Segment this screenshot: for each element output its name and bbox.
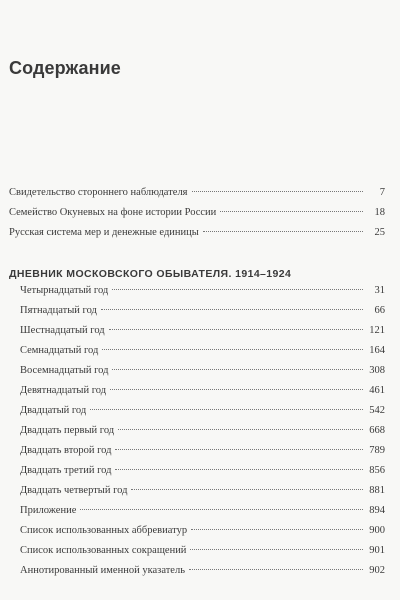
toc-entry-intro-1 bbox=[9, 186, 385, 200]
toc-dot-leader bbox=[203, 231, 363, 232]
toc-entry-label: Двадцатый год bbox=[20, 405, 87, 416]
toc-entry-page: 18 bbox=[374, 207, 385, 218]
toc-dot-leader bbox=[102, 349, 363, 350]
toc-dot-leader bbox=[110, 389, 363, 390]
toc-entry-label: Аннотированный именной указатель bbox=[20, 565, 185, 576]
toc-entry-label: Восемнадцатый год bbox=[20, 365, 109, 376]
toc-dot-leader bbox=[190, 549, 363, 550]
toc-dot-leader bbox=[192, 191, 363, 192]
toc-entry-page: 901 bbox=[369, 545, 385, 556]
toc-entry-label: Список использованных сокращений bbox=[20, 545, 187, 556]
toc-entry-label: Русская система мер и денежные единицы bbox=[9, 227, 199, 238]
toc-entry-intro-2 bbox=[9, 206, 385, 220]
toc-entry-label: Семейство Окуневых на фоне истории России bbox=[9, 207, 217, 218]
toc-entry bbox=[20, 384, 385, 398]
toc-dot-leader bbox=[112, 369, 363, 370]
toc-entry bbox=[20, 324, 385, 338]
toc-entry-page: 856 bbox=[369, 465, 385, 476]
toc-dot-leader bbox=[131, 489, 363, 490]
toc-dot-leader bbox=[115, 469, 363, 470]
toc-entry-label: Семнадцатый год bbox=[20, 345, 99, 356]
toc-entry-page: 894 bbox=[369, 505, 385, 516]
toc-dot-leader bbox=[80, 509, 363, 510]
toc-entry bbox=[20, 464, 385, 478]
toc-entry bbox=[20, 364, 385, 378]
toc-entry-page: 66 bbox=[374, 305, 385, 316]
toc-dot-leader bbox=[191, 529, 363, 530]
toc-entry-page: 461 bbox=[369, 385, 385, 396]
toc-entry-page: 164 bbox=[369, 345, 385, 356]
toc-entry-label: Двадцать первый год bbox=[20, 425, 115, 436]
toc-entry-page: 7 bbox=[379, 187, 385, 198]
toc-dot-leader bbox=[90, 409, 363, 410]
toc-entry bbox=[20, 424, 385, 438]
toc-entry-page: 668 bbox=[369, 425, 385, 436]
toc-entry-page: 308 bbox=[369, 365, 385, 376]
toc-entry bbox=[20, 544, 385, 558]
toc-entry-page: 121 bbox=[369, 325, 385, 336]
toc-dot-leader bbox=[118, 429, 363, 430]
toc-entry-label: Список использованных аббревиатур bbox=[20, 525, 188, 536]
toc-entry-page: 25 bbox=[374, 227, 385, 238]
toc-entry-label: Двадцать второй год bbox=[20, 445, 112, 456]
toc-entry bbox=[20, 564, 385, 578]
toc-entry-label: Шестнадцатый год bbox=[20, 325, 105, 336]
toc-entry-label: Девятнадцатый год bbox=[20, 385, 107, 396]
toc-dot-leader bbox=[115, 449, 363, 450]
toc-dot-leader bbox=[189, 569, 363, 570]
toc-entry-page: 789 bbox=[369, 445, 385, 456]
toc-entry-label: Двадцать третий год bbox=[20, 465, 112, 476]
toc-dot-leader bbox=[101, 309, 363, 310]
toc-entry-page: 900 bbox=[369, 525, 385, 536]
toc-entry bbox=[20, 504, 385, 518]
toc-entry-page: 31 bbox=[374, 285, 385, 296]
section-heading: ДНЕВНИК МОСКОВСКОГО ОБЫВАТЕЛЯ. 1914–1924 bbox=[9, 268, 292, 280]
toc-entry-intro-3 bbox=[9, 226, 385, 240]
toc-entry-page: 902 bbox=[369, 565, 385, 576]
toc-entry bbox=[20, 404, 385, 418]
toc-entry bbox=[20, 484, 385, 498]
toc-entry bbox=[20, 344, 385, 358]
toc-entry-label: Четырнадцатый год bbox=[20, 285, 109, 296]
toc-entry-label: Двадцать четвертый год bbox=[20, 485, 128, 496]
toc-entry-page: 542 bbox=[369, 405, 385, 416]
toc-entry bbox=[20, 284, 385, 298]
toc-entry bbox=[20, 524, 385, 538]
toc-entry-label: Свидетельство стороннего наблюдателя bbox=[9, 187, 188, 198]
toc-entry-page: 881 bbox=[369, 485, 385, 496]
toc-entry-label: Пятнадцатый год bbox=[20, 305, 97, 316]
toc-dot-leader bbox=[112, 289, 363, 290]
toc-entry-label: Приложение bbox=[20, 505, 77, 516]
page-title: Содержание bbox=[9, 58, 121, 78]
toc-dot-leader bbox=[109, 329, 363, 330]
toc-entry bbox=[20, 444, 385, 458]
toc-dot-leader bbox=[220, 211, 363, 212]
toc-entry bbox=[20, 304, 385, 318]
